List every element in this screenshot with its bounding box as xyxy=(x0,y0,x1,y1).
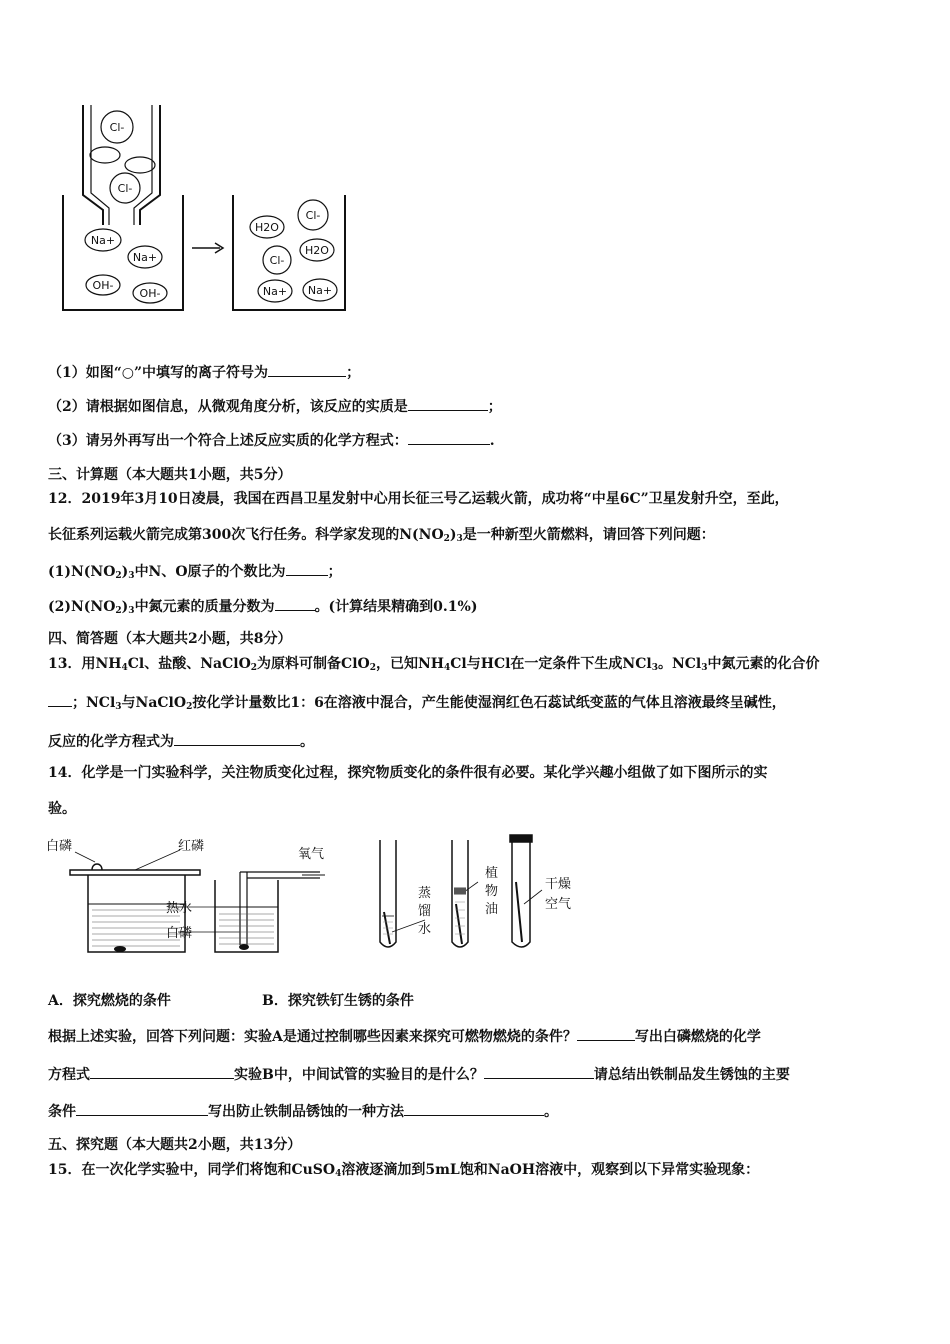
ion-reaction-figure xyxy=(55,100,355,320)
q14-question2: 方程式 实验B中，中间试管的实验目的是什么？ 请总结出铁制品发生锈蚀的主要 xyxy=(48,1064,790,1084)
q14-question1: 根据上述实验，回答下列问题：实验A是通过控制哪些因素来探究可燃物燃烧的条件？ 写出白磷燃烧的化学 xyxy=(48,1026,761,1046)
q12-part1: $(1)N(NO_2)_3$中N、O原子的个数比为 ； xyxy=(48,561,342,581)
q12-line1: 12．2019年3月10日凌晨，我国在西昌卫星发射中心用长征三号乙运载火箭，成功将“中星6C”卫星发射升空，至此， xyxy=(48,491,789,507)
ion-label: H2O xyxy=(305,244,329,257)
label-dry-1: 干燥 xyxy=(545,877,572,892)
q14-line2: 验。 xyxy=(48,801,76,817)
label-dry-2: 空气 xyxy=(545,897,572,912)
label-hot-water: 热水 xyxy=(166,901,193,916)
answer-blank[interactable] xyxy=(275,596,315,611)
answer-blank[interactable] xyxy=(286,561,328,576)
section-heading-4: 四、简答题（本大题共2小题，共8分） xyxy=(48,631,292,647)
answer-blank[interactable] xyxy=(577,1026,635,1041)
q11-part1: （1）如图“○”中填写的离子符号为 ； xyxy=(48,362,360,382)
label-oxygen: 氧气 xyxy=(298,847,325,862)
answer-blank[interactable] xyxy=(404,1101,544,1116)
ion-label: Cl- xyxy=(305,209,321,222)
ion-label: OH- xyxy=(139,287,161,300)
ion-label: Na+ xyxy=(90,234,116,247)
caption-b: B．探究铁钉生锈的条件 xyxy=(262,993,414,1009)
answer-blank[interactable] xyxy=(408,430,490,445)
ion-label: OH- xyxy=(92,279,114,292)
q12-line2: 长征系列运载火箭完成第300次飞行任务。科学家发现的$N(NO_2)_3$是一种新型火箭燃料，请回答下列问题： xyxy=(48,527,715,544)
label-white-phosphorus: 白磷 xyxy=(46,839,73,854)
answer-blank[interactable] xyxy=(268,362,346,377)
q13-line2: ；NCl$_3$与NaClO$_2$按化学计量数比1：6在溶液中混合，产生能使湿润红色石蕊试纸变蓝的气体且溶液最终呈碱性， xyxy=(48,692,786,712)
ion-label: H2O xyxy=(255,221,279,234)
label-oil-1: 植 xyxy=(485,866,499,881)
caption-a: A．探究燃烧的条件 xyxy=(48,993,171,1009)
ion-label: Na+ xyxy=(307,284,333,297)
ion-label: Cl- xyxy=(109,121,125,134)
q15-line1: 15．在一次化学实验中，同学们将饱和CuSO$_4$溶液逐滴加到5mL饱和NaOH溶液中，观察到以下异常实验现象： xyxy=(48,1162,760,1179)
answer-blank[interactable] xyxy=(76,1101,208,1116)
answer-blank[interactable] xyxy=(408,396,488,411)
label-distilled-2: 馏 xyxy=(418,904,432,919)
label-distilled-3: 水 xyxy=(418,922,432,937)
label-red-phosphorus: 红磷 xyxy=(178,839,205,854)
q11-part3: （3）请另外再写出一个符合上述反应实质的化学方程式： . xyxy=(48,430,495,450)
ion-label: Cl- xyxy=(269,254,285,267)
q14-line1: 14．化学是一门实验科学，关注物质变化过程，探究物质变化的条件很有必要。某化学兴趣小组做了如下图所示的实 xyxy=(48,765,768,781)
q13-line1: 13．用$NH_4Cl$、盐酸、NaClO$_2$为原料可制备ClO$_2$，已知$NH_4Cl$与HCl在一定条件下生成NCl$_3$。NCl$_3$中氮元素的化合价 xyxy=(48,656,820,673)
section-heading-3: 三、计算题（本大题共1小题，共5分） xyxy=(48,467,292,483)
label-oil-2: 物 xyxy=(485,884,499,899)
section-heading-5: 五、探究题（本大题共2小题，共13分） xyxy=(48,1137,302,1153)
q12-part2: $(2)N(NO_2)_3$中氮元素的质量分数为 。(计算结果精确到0.1%) xyxy=(48,596,477,616)
label-distilled-1: 蒸 xyxy=(418,886,432,901)
label-white-phosphorus-underwater: 白磷 xyxy=(166,926,193,941)
ion-label: Cl- xyxy=(117,182,133,195)
label-oil-3: 油 xyxy=(485,902,499,917)
q13-line3: 反应的化学方程式为 。 xyxy=(48,731,314,751)
q11-part2: （2）请根据如图信息，从微观角度分析，该反应的实质是 ； xyxy=(48,396,502,416)
answer-blank[interactable] xyxy=(484,1064,594,1079)
answer-blank[interactable] xyxy=(90,1064,234,1079)
answer-blank[interactable] xyxy=(48,692,72,707)
ion-label: Na+ xyxy=(262,285,288,298)
q14-question3: 条件 写出防止铁制品锈蚀的一种方法 。 xyxy=(48,1101,558,1121)
answer-blank[interactable] xyxy=(174,731,300,746)
ion-label: Na+ xyxy=(132,251,158,264)
